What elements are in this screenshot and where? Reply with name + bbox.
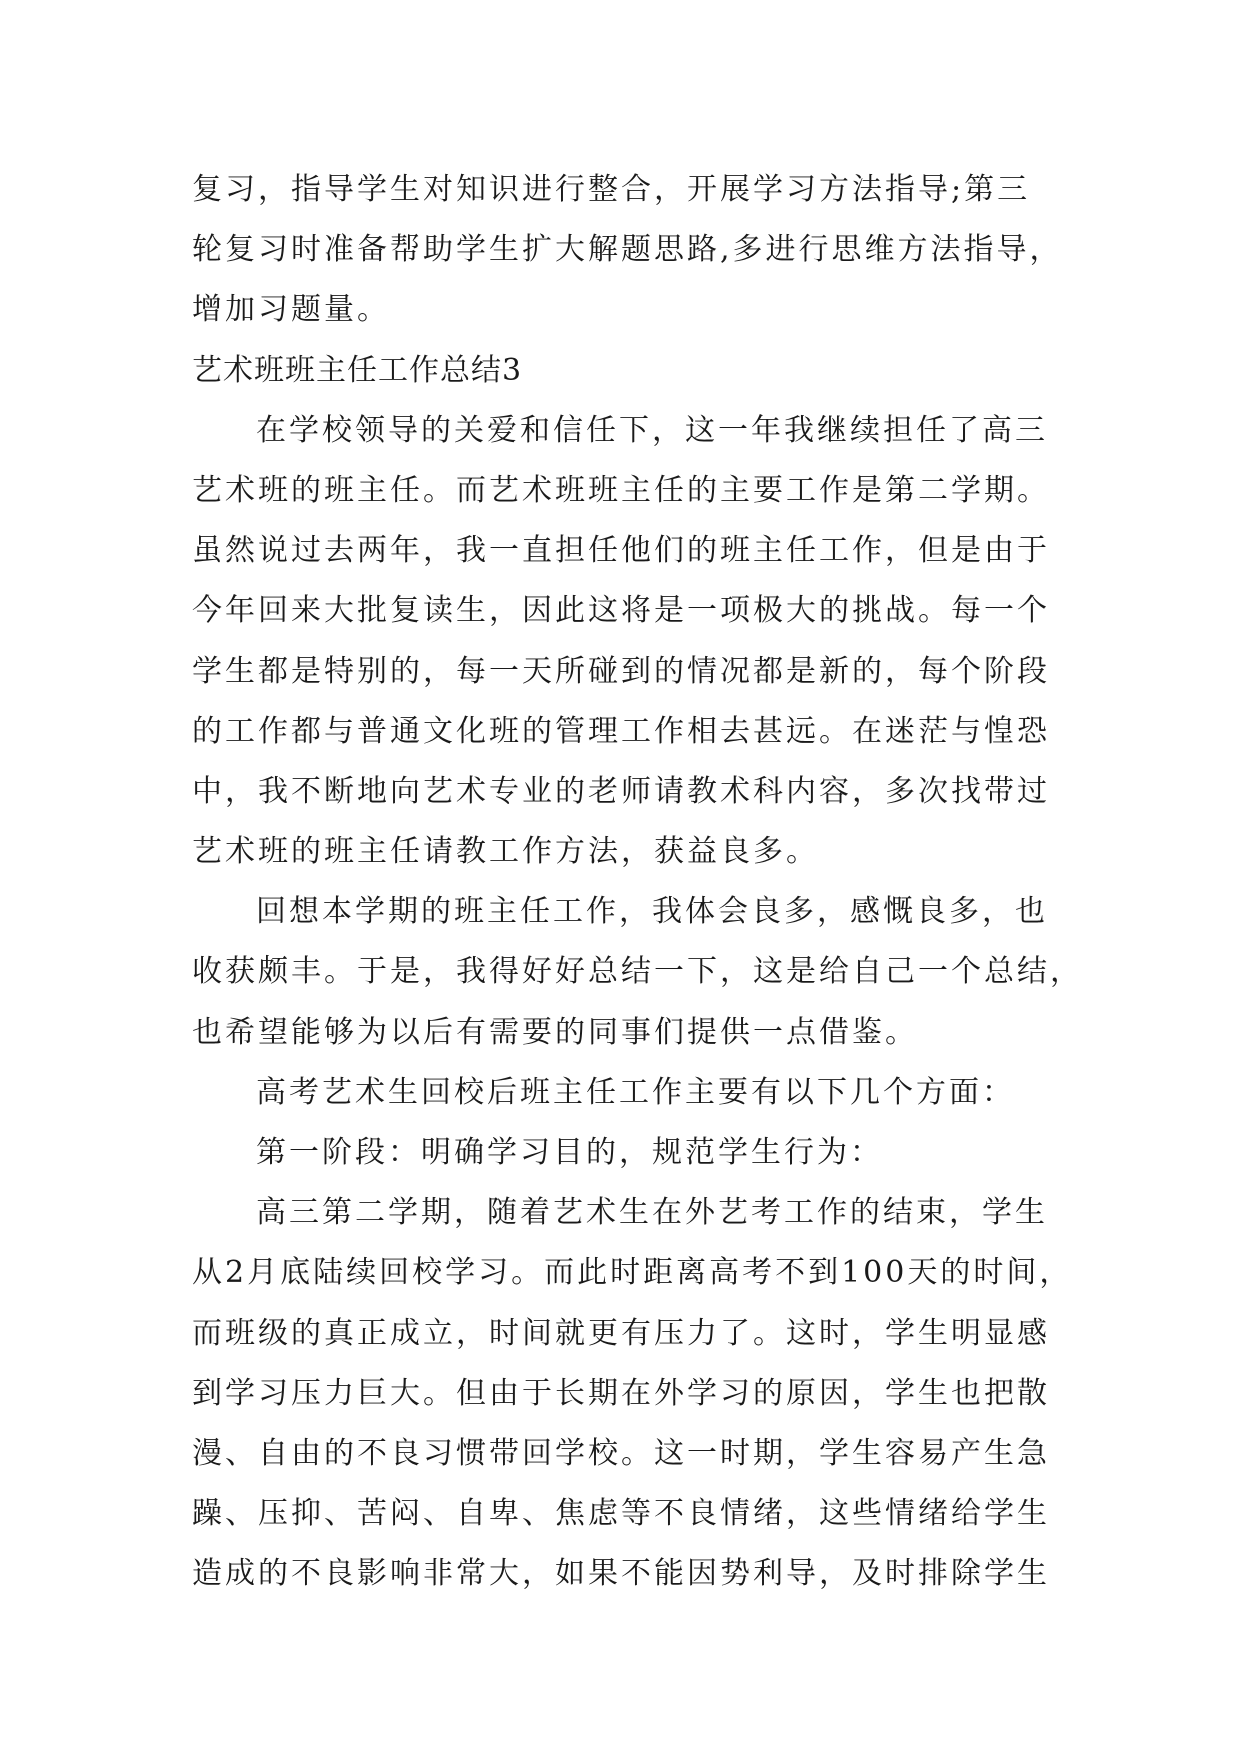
paragraph-line: 今年回来大批复读生，因此这将是一项极大的挑战。每一个 bbox=[192, 593, 1050, 629]
paragraph-line: 艺术班的班主任。而艺术班班主任的主要工作是第二学期。 bbox=[192, 472, 1050, 508]
paragraph-line: 收获颇丰。于是，我得好好总结一下，这是给自己一个总结， bbox=[192, 954, 1083, 990]
paragraph-line: 艺术班的班主任请教工作方法，获益良多。 bbox=[192, 834, 819, 870]
paragraph-line: 高三第二学期，随着艺术生在外艺考工作的结束，学生 bbox=[256, 1195, 1048, 1231]
paragraph-line: 也希望能够为以后有需要的同事们提供一点借鉴。 bbox=[192, 1014, 918, 1050]
paragraph-line: 在学校领导的关爱和信任下，这一年我继续担任了高三 bbox=[256, 412, 1048, 448]
paragraph-line: 而班级的真正成立，时间就更有压力了。这时，学生明显感 bbox=[192, 1315, 1050, 1351]
section-heading: 艺术班班主任工作总结3 bbox=[192, 352, 523, 388]
paragraph-line: 第一阶段：明确学习目的，规范学生行为： bbox=[256, 1135, 883, 1170]
paragraph-line: 的工作都与普通文化班的管理工作相去甚远。在迷茫与惶恐 bbox=[192, 713, 1050, 749]
paragraph-line: 虽然说过去两年，我一直担任他们的班主任工作，但是由于 bbox=[192, 533, 1050, 569]
paragraph-line: 回想本学期的班主任工作，我体会良多，感慨良多，也 bbox=[256, 894, 1048, 930]
paragraph-line: 造成的不良影响非常大，如果不能因势利导，及时排除学生 bbox=[192, 1556, 1050, 1592]
paragraph-line: 复习，指导学生对知识进行整合，开展学习方法指导;第三 bbox=[192, 172, 1031, 207]
paragraph-line: 轮复习时准备帮助学生扩大解题思路,多进行思维方法指导， bbox=[192, 232, 1063, 268]
paragraph-line: 学生都是特别的，每一天所碰到的情况都是新的，每个阶段 bbox=[192, 653, 1050, 689]
paragraph-line: 到学习压力巨大。但由于长期在外学习的原因，学生也把散 bbox=[192, 1375, 1050, 1411]
paragraph-line: 中，我不断地向艺术专业的老师请教术科内容，多次找带过 bbox=[192, 773, 1050, 809]
paragraph-line: 增加习题量。 bbox=[192, 292, 390, 328]
paragraph-line: 高考艺术生回校后班主任工作主要有以下几个方面： bbox=[256, 1074, 1015, 1110]
document-body bbox=[192, 160, 1092, 1605]
paragraph-line: 躁、压抑、苦闷、自卑、焦虑等不良情绪，这些情绪给学生 bbox=[192, 1496, 1050, 1532]
paragraph-line: 从2月底陆续回校学习。而此时距离高考不到100天的时间， bbox=[192, 1255, 1073, 1291]
paragraph-line: 漫、自由的不良习惯带回学校。这一时期，学生容易产生急 bbox=[192, 1435, 1050, 1471]
